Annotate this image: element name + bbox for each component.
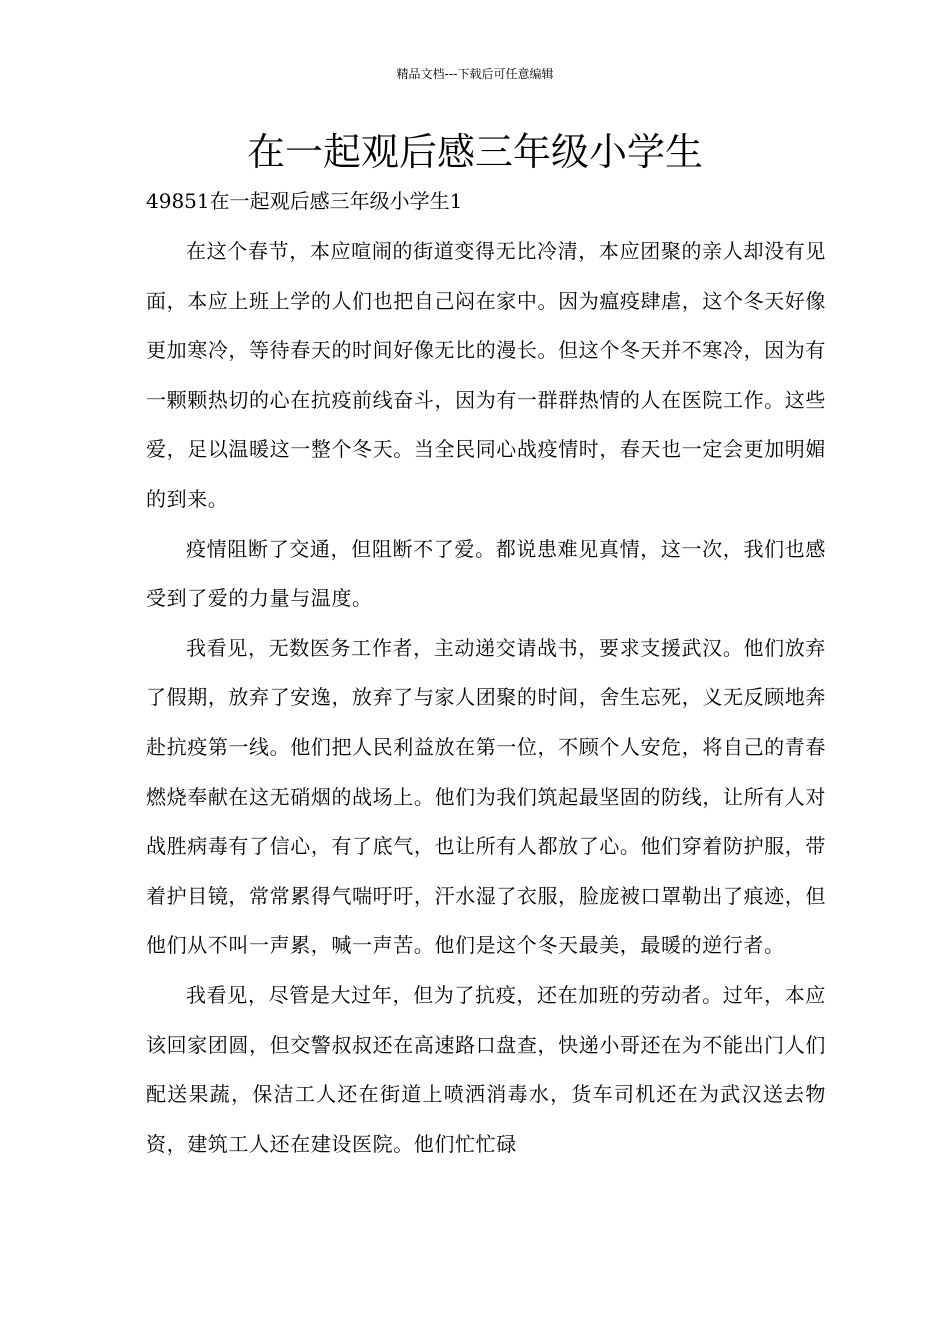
document-subtitle: 49851在一起观后感三年级小学生1	[146, 189, 463, 213]
paragraph-2: 疫情阻断了交通，但阻断不了爱。都说患难见真情，这一次，我们也感受到了爱的力量与温度。	[146, 536, 826, 611]
paragraph-4: 我看见，尽管是大过年，但为了抗疫，还在加班的劳动者。过年，本应该回家团圆，但交警叔叔还在高速路口盘查，快递小哥还在为不能出门人们配送果蔬，保洁工人还在街道上喷洒消毒水，货车司机还在为武汉送去物资，建筑工人还在建设医院。他们忙忙碌	[146, 982, 826, 1156]
paragraph-1: 在这个春节，本应喧闹的街道变得无比冷清，本应团聚的亲人却没有见面，本应上班上学的人们也把自己闷在家中。因为瘟疫肆虐，这个冬天好像更加寒冷，等待春天的时间好像无比的漫长。但这个冬天并不寒冷，因为有一颗颗热切的心在抗疫前线奋斗，因为有一群群热情的人在医院工作。这些爱，足以温暖这一整个冬天。当全民同心战疫情时，春天也一定会更加明媚的到来。	[146, 239, 826, 511]
paragraph-3: 我看见，无数医务工作者，主动递交请战书，要求支援武汉。他们放弃了假期，放弃了安逸，放弃了与家人团聚的时间，舍生忘死，义无反顾地奔赴抗疫第一线。他们把人民利益放在第一位，不顾个人安危，将自己的青春燃烧奉献在这无硝烟的战场上。他们为我们筑起最坚固的防线，让所有人对战胜病毒有了信心，有了底气，也让所有人都放了心。他们穿着防护服，带着护目镜，常常累得气喘吁吁，汗水湿了衣服，脸庞被口罩勒出了痕迹，但他们从不叫一声累，喊一声苦。他们是这个冬天最美，最暖的逆行者。	[146, 635, 826, 958]
document-title: 在一起观后感三年级小学生	[246, 130, 703, 174]
document-body	[146, 227, 826, 1169]
header-note: 精品文档---下载后可任意编辑	[396, 67, 554, 81]
